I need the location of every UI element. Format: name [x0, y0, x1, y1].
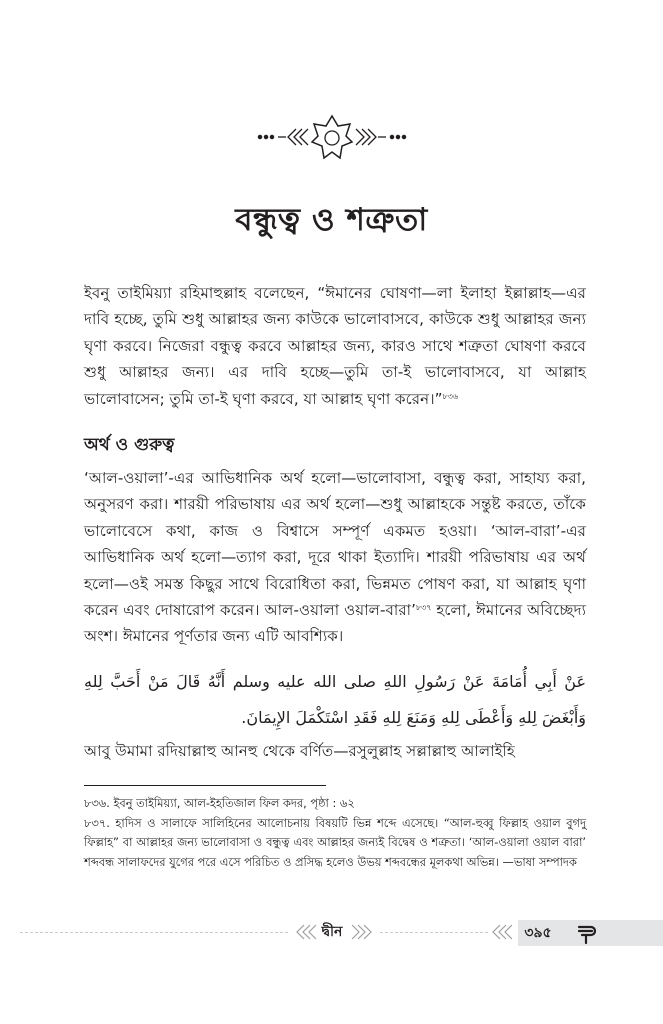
footnote-837: ৮৩৭. হাদিস ও সালাফে সালিহিনের আলোচনায় বিষয়টি ভিন্ন শব্দে এসেছে। “আল-হুব্বু ফিল্লাহ ওয়াল বুগদু ফিল্লাহ” বা আল্লাহর জন্য ভালোবাসা ও বন্ধুত্ব এবং আল্লাহর জন্যই বিদ্বেষ ও শত্রুতা। ‘আল-ওয়ালা ওয়াল বারা’ শব্দবন্ধ সালাফদের যুগের পরে এসে পরিচিত ও প্রসিদ্ধ হলেও উভয় শব্দবন্ধের মূলকথা অভিন্ন। —ভাষা সম্পাদক	[84, 815, 586, 869]
meaning-text-part1: ‘আল-ওয়ালা’-এর আভিধানিক অর্থ হলো—ভালোবাসা, বন্ধুত্ব করা, সাহায্য করা, অনুসরণ করা। শারয়ী পরিভাষায় এর অর্থ হলো—শুধু আল্লাহকে সন্তুষ্ট করতে, তাঁকে ভালোবেসে কথা, কাজ ও বিশ্বাসে সম্পূর্ণ একমত হওয়া। ‘আল-বারা’-এর আভিধানিক অর্থ হলো—ত্যাগ করা, দূরে থাকা ইত্যাদি। শারয়ী পরিভাষায় এর অর্থ হলো—ওই সমস্ত কিছুর সাথে বিরোধিতা করা, ভিন্নমত পোষণ করা, যা আল্লাহ ঘৃণা করেন এবং দোষারোপ করেন। আল-ওয়ালা ওয়াল-বারা’	[84, 469, 586, 620]
page-number: ৩৯৫	[524, 925, 552, 941]
section-heading: অর্থ ও গুরুত্ব	[84, 435, 175, 455]
chevron-right-icon	[348, 922, 376, 942]
hadith-arabic: عَنْ أَبِي أُمَامَةَ عَنْ رَسُولِ اللهِ صلى الله عليه وسلم أَنَّهُ قَالَ مَنْ أَحَبَّ لِلهِ وَأَبْغَضَ لِلهِ وَأَعْطَى لِلهِ وَمَنَعَ لِلهِ فَقَدِ اسْتَكْمَلَ الإِيمَانَ.	[84, 672, 586, 727]
footnote-836: ৮৩৬. ইবনু তাইমিয়্যা, আল-ইহতিজাল ফিল কদর, পৃষ্ঠা : ৬২	[84, 796, 355, 810]
ornament-divider-icon	[256, 112, 408, 162]
intro-text: ইবনু তাইমিয়্যা রহিমাহুল্লাহ বলেছেন, “ঈমানের ঘোষণা—লা ইলাহা ইল্লাল্লাহ—এর দাবি হচ্ছে, তুমি শুধু আল্লাহর জন্য কাউকে ভালোবাসবে, কাউকে শুধু আল্লাহর জন্য ঘৃণা করবে। নিজেরা বন্ধুত্ব করবে আল্লাহর জন্য, কারও সাথে শত্রুতা ঘোষণা করবে শুধু আল্লাহর জন্য। এর দাবি হচ্ছে—তুমি তা-ই ভালোবাসবে, যা আল্লাহ ভালোবাসেন; তুমি তা-ই ঘৃণা করবে, যা আল্লাহ ঘৃণা করেন।”	[84, 284, 586, 408]
footer-book-title: দ্বীন	[321, 924, 343, 940]
meaning-paragraph	[84, 465, 586, 650]
footnote-ref-837[interactable]: ৮৩৭	[415, 603, 432, 613]
narration-paragraph: আবু উমামা রদিয়াল্লাহু আনহু থেকে বর্ণিত—রসুলুল্লাহ সল্লাল্লাহু আলাইহি	[84, 742, 515, 760]
intro-paragraph	[84, 280, 586, 412]
page-footer	[0, 912, 663, 952]
chapter-title: বন্ধুত্ব ও শত্রুতা	[235, 202, 428, 238]
meaning-text-part2: হলো, ঈমানের অবিচ্ছেদ্য অংশ। ঈমানের পূর্ণতার জন্য এটি আবশ্যিক।	[84, 601, 586, 646]
page-mark-icon	[576, 922, 598, 946]
footnotes	[84, 794, 586, 872]
footnote-divider	[84, 785, 326, 786]
footnote-ref-836[interactable]: ৮৩৬	[442, 391, 459, 401]
footer-rule-middle	[380, 932, 488, 933]
footer-rule-left	[20, 932, 288, 933]
